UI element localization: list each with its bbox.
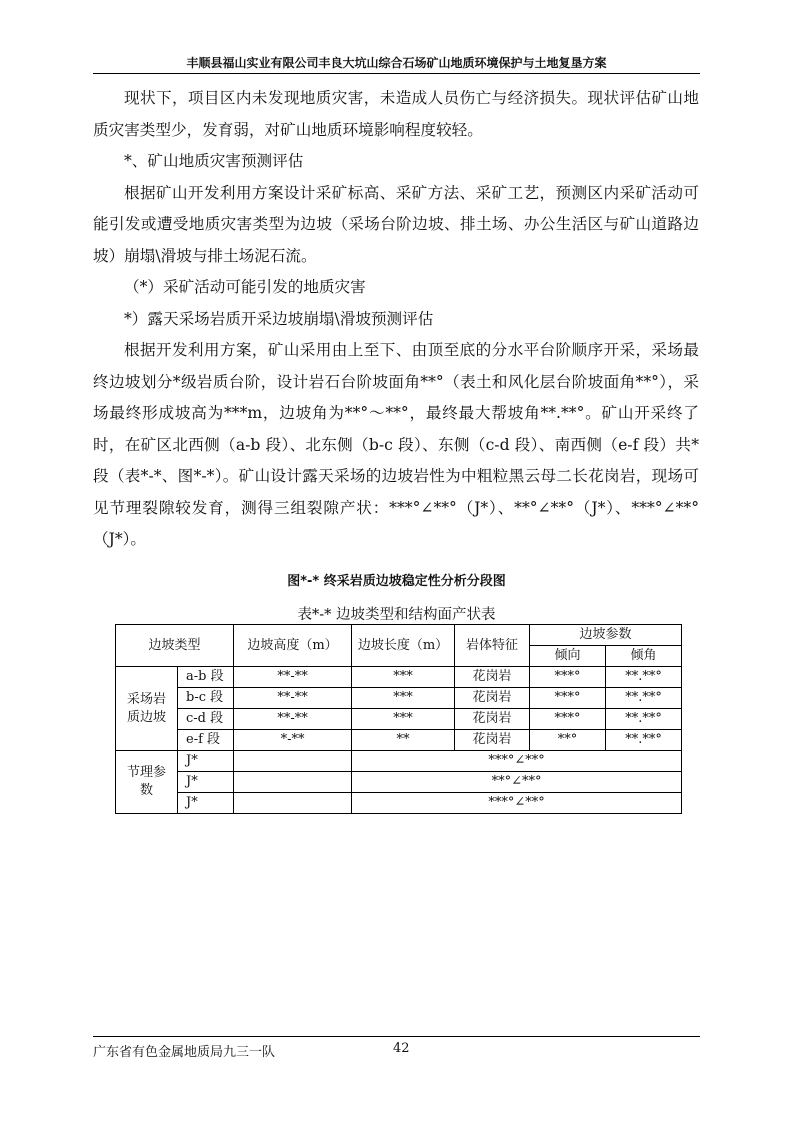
header-slope-height: 边坡高度（m） xyxy=(234,625,352,667)
cell-dip-angle: **.**° xyxy=(606,709,682,730)
cell-length: *** xyxy=(352,688,455,709)
paragraph-slope-detail: 根据开发利用方案，矿山采用由上至下、由顶至底的分水平台阶顺序开采，采场最终边坡划分*级岩质台阶，设计岩石台阶坡面角**°（表土和风化层台阶坡面角**°），采场最终形成坡高为***m，边坡角为**°～**°，最终最大帮坡角**.**°。矿山开采终了时，在矿区北西侧（a-b 段）、北东侧（b-c 段）、东侧（c-d 段）、南西侧（e-f 段）共*段（表*-*、图*-*）。矿山设计露天采场的边坡岩性为中粗粒黑云母二长花岗岩，现场可见节理裂隙较发育，测得三组裂隙产状：***°∠**°（J*）、**°∠**°（J*）、***°∠**°（J*）。 xyxy=(93,341,699,548)
table-header-row xyxy=(116,625,682,646)
table-row xyxy=(116,667,682,688)
paragraph-prediction: 根据矿山开发利用方案设计采矿标高、采矿方法、采矿工艺，预测区内采矿活动可能引发或遭受地质灾害类型为边坡（采场台阶边坡、排土场、办公生活区与矿山道路边坡）崩塌\滑坡与排土场泥石流。 xyxy=(93,183,699,265)
page-header-title: 丰顺县福山实业有限公司丰良大坑山综合石场矿山地质环境保护与土地复垦方案 xyxy=(186,56,607,70)
header-dip-direction: 倾向 xyxy=(530,646,606,667)
cell-joint-name: J* xyxy=(178,751,234,772)
table-row xyxy=(116,709,682,730)
table-row xyxy=(116,688,682,709)
cell-dip-direction: **° xyxy=(530,730,606,751)
joint-row xyxy=(116,751,682,772)
cell-empty xyxy=(234,793,352,814)
header-slope-length: 边坡长度（m） xyxy=(352,625,455,667)
cell-length: ** xyxy=(352,730,455,751)
cell-dip-angle: **.**° xyxy=(606,688,682,709)
cell-rock: 花岗岩 xyxy=(455,667,530,688)
cell-empty xyxy=(234,772,352,793)
cell-joint-attitude: ***°∠**° xyxy=(352,751,682,772)
footer-organization: 广东省有色金属地质局九三一队 xyxy=(93,1045,276,1060)
slope-structure-table xyxy=(115,624,682,814)
cell-empty xyxy=(234,751,352,772)
header-rock-feature: 岩体特征 xyxy=(455,625,530,667)
heading-open-pit-slope: *）露天采场岩质开采边坡崩塌\滑坡预测评估 xyxy=(124,309,434,328)
cell-rock: 花岗岩 xyxy=(455,730,530,751)
cell-dip-angle: **.**° xyxy=(606,667,682,688)
cell-joint-name: J* xyxy=(178,772,234,793)
figure-caption: 图*-* 终采岩质边坡稳定性分析分段图 xyxy=(287,574,506,589)
cell-segment: e-f 段 xyxy=(178,730,234,751)
heading-mining-hazards: （*）采矿活动可能引发的地质灾害 xyxy=(124,278,366,296)
cell-height: **-** xyxy=(234,688,352,709)
cell-dip-direction: ***° xyxy=(530,688,606,709)
cell-joint-name: J* xyxy=(178,793,234,814)
cell-length: *** xyxy=(352,709,455,730)
cell-height: **-** xyxy=(234,709,352,730)
header-slope-params: 边坡参数 xyxy=(530,625,682,646)
cell-rock: 花岗岩 xyxy=(455,688,530,709)
cell-segment: c-d 段 xyxy=(178,709,234,730)
cell-segment: b-c 段 xyxy=(178,688,234,709)
cell-joint-attitude: **°∠**° xyxy=(352,772,682,793)
cell-height: *-** xyxy=(234,730,352,751)
group-joint-params: 节理参数 xyxy=(116,751,178,814)
paragraph-current-status: 现状下，项目区内未发现地质灾害，未造成人员伤亡与经济损失。现状评估矿山地质灾害类型少，发育弱，对矿山地质环境影响程度较轻。 xyxy=(93,89,699,139)
group-pit-slope: 采场岩质边坡 xyxy=(116,667,178,751)
header-slope-type: 边坡类型 xyxy=(116,625,234,667)
cell-rock: 花岗岩 xyxy=(455,709,530,730)
header-divider xyxy=(93,73,700,74)
header-dip-angle: 倾角 xyxy=(606,646,682,667)
table-row xyxy=(116,730,682,751)
footer-divider xyxy=(93,1036,700,1037)
cell-length: *** xyxy=(352,667,455,688)
cell-dip-direction: ***° xyxy=(530,709,606,730)
table-caption: 表*-* 边坡类型和结构面产状表 xyxy=(297,607,496,623)
cell-height: **-** xyxy=(234,667,352,688)
cell-dip-angle: **.**° xyxy=(606,730,682,751)
cell-joint-attitude: ***°∠**° xyxy=(352,793,682,814)
joint-row xyxy=(116,772,682,793)
cell-dip-direction: ***° xyxy=(530,667,606,688)
joint-row xyxy=(116,793,682,814)
body-text xyxy=(93,83,699,556)
page-number: 42 xyxy=(393,1041,410,1056)
heading-prediction: *、矿山地质灾害预测评估 xyxy=(124,152,304,170)
cell-segment: a-b 段 xyxy=(178,667,234,688)
